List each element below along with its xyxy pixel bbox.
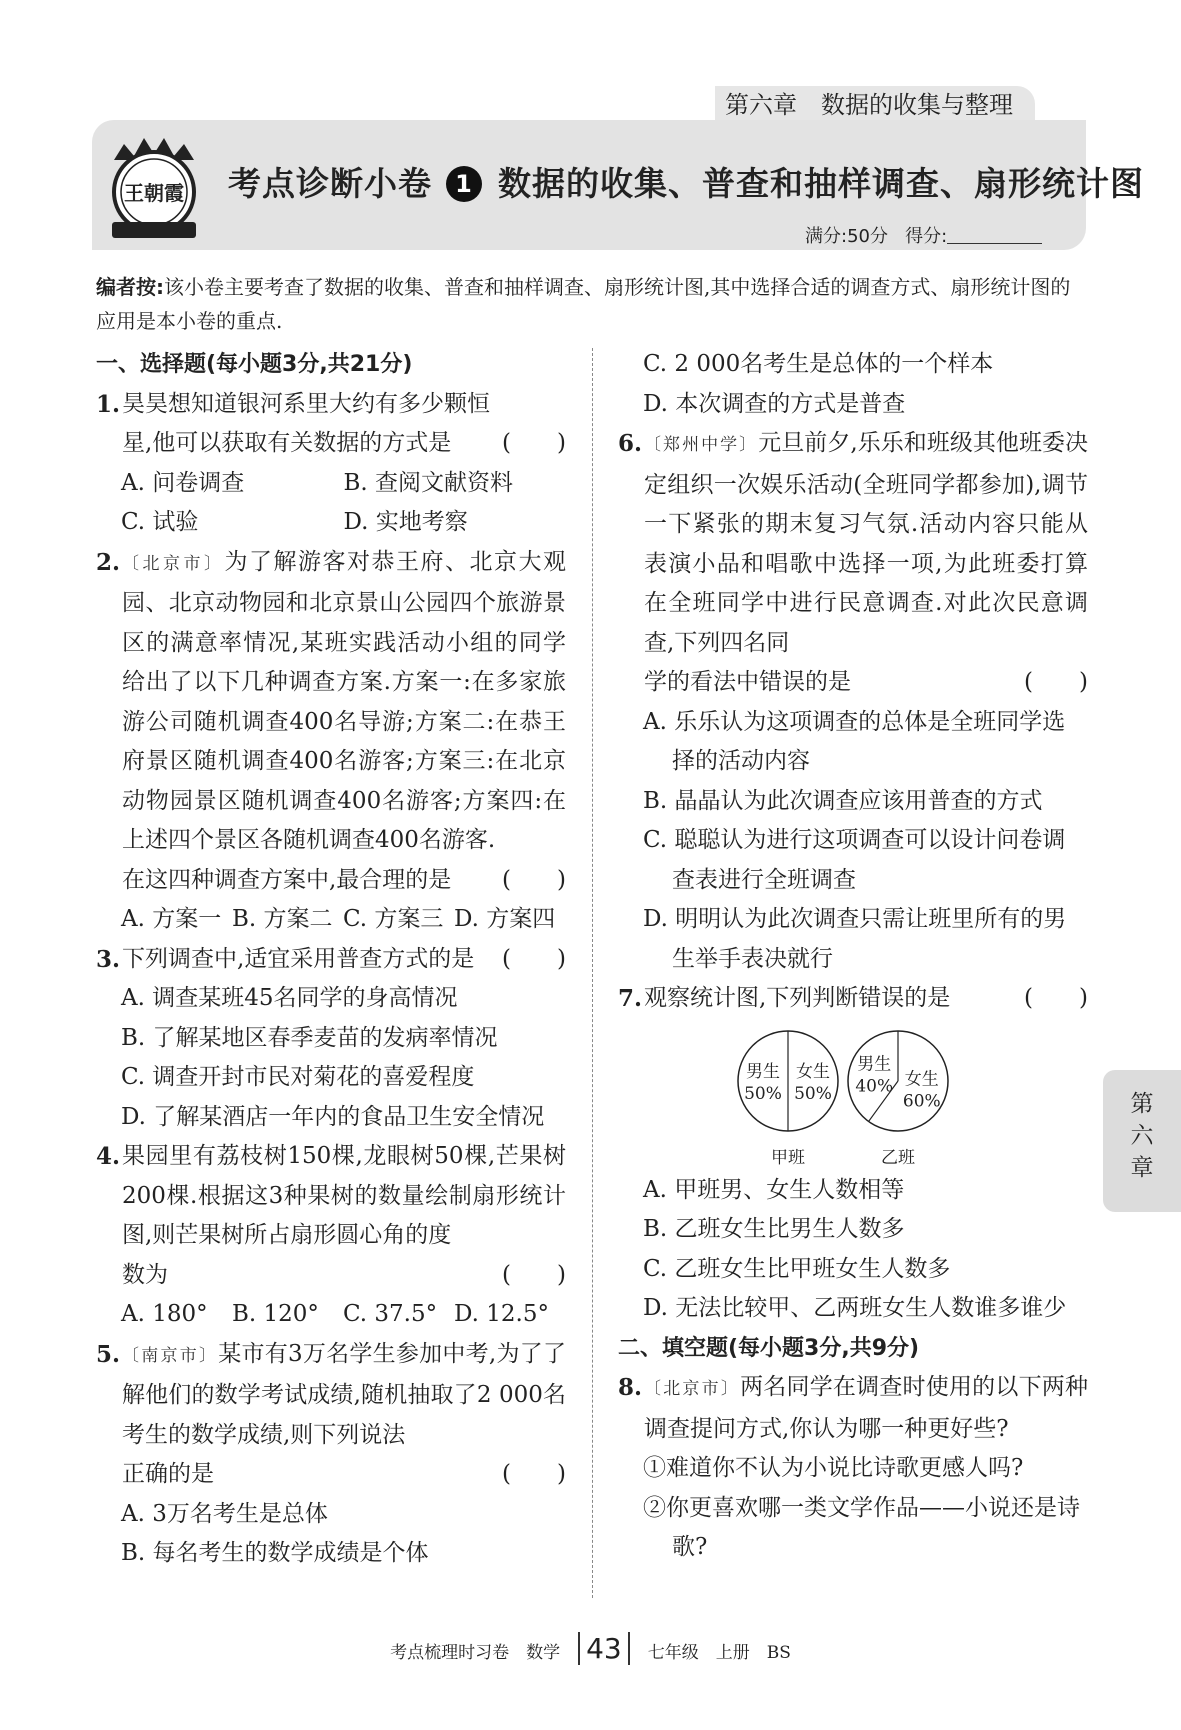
question-2: 2. 〔北京市〕为了解游客对恭王府、北京大观园、北京动物园和北京景山公园四个旅游景区的满意率情况,某班实践活动小组的同学给出了以下几种调查方案.方案一:在多家旅游公司随机调查400名导游;方案二:在恭王府景区随机调查400名游客;方案三:在北京动物园景区随机调查400名游客;方案四:在上述四个景区各随机调查400名游客. 在这四种调查方案中,最合理的是 ( ) [96, 543, 566, 901]
answer-paren[interactable]: ( ) [502, 945, 566, 972]
right-column: C. 2 000名考生是总体的一个样本 D. 本次调查的方式是普查 6. 〔郑州中学〕元旦前夕,乐乐和班级其他班委决定组织一次娱乐活动(全班同学都参加),调节一下紧张的期末复习气氛.活动内容只能从表演小品和唱歌中选择一项,为此班委打算在全班同学中进行民意调查.对此次民意调查,下列四名同 学的看法中错误的是 ( ) A. 乐乐认为这项调查的总体是全班同学选择的活动内容 B. 晶晶认为此次调查应该用普查的方式 C. 聪聪认为进行这项调查可以设计问卷调查表进行全班调查 D. 明明认为此次调查只需让班里所有的男生举手表决就行 7. 观察统计图,下列判断错误的是 ( ) 男生 50% 女生 50% 甲班 男生 40% 女生 60% 乙班 A. 甲班男、女生人数相等 B. 乙班女生比男生人数多 C. 乙班女生比甲班女生人数多 D. 无法比较甲、乙两班女生人数谁多谁少 二、填空题(每小题3分,共9分) 8. 〔北京市〕两名同学在调查时使用的以下两种调查提问方式,你认为哪一种更好些? ①难道你不认为小说比诗歌更感人吗? ②你更喜欢哪一类文学作品——小说还是诗歌? [618, 351, 1089, 1560]
page-number: 43 [578, 1632, 630, 1665]
answer-paren[interactable]: ( ) [502, 866, 566, 893]
question-6: 6. 〔郑州中学〕元旦前夕,乐乐和班级其他班委决定组织一次娱乐活动(全班同学都参加),调节一下紧张的期末复习气氛.活动内容只能从表演小品和唱歌中选择一项,为此班委打算在全班同学中进行民意调查.对此次民意调查,下列四名同 学的看法中错误的是 ( ) [618, 424, 1088, 703]
section-heading-choice: 一、选择题(每小题3分,共21分) [96, 352, 413, 377]
question-5: 5. 〔南京市〕某市有3万名学生参加中考,为了了解他们的数学考试成绩,随机抽取了2 000名考生的数学成绩,则下列说法 正确的是 ( ) [96, 1335, 566, 1495]
question-4: 4. 果园里有荔枝树150棵,龙眼树50棵,芒果树200棵.根据这3种果树的数量绘制扇形统计图,则芒果树所占扇形圆心角的度 数为 ( ) [96, 1137, 566, 1295]
title-number: 1 [446, 166, 482, 202]
pie-1-label-男生: 男生 [746, 1061, 780, 1082]
pie-charts [618, 1019, 1088, 1171]
score-blank[interactable] [947, 227, 1042, 244]
pie-charts-svg [618, 1019, 1088, 1171]
question-1: 1. 昊昊想知道银河系里大约有多少颗恒 星,他可以获取有关数据的方式是 ( ) [96, 385, 566, 464]
paper-title: 考点诊断小卷 1 数据的收集、普查和抽样调查、扇形统计图 [228, 164, 1144, 203]
question-7: 7. 观察统计图,下列判断错误的是 ( ) [618, 979, 1088, 1019]
pie-2-label-男生: 男生 [857, 1053, 892, 1074]
pie-2-label-女生: 女生 [904, 1069, 939, 1090]
left-column: 一、选择题(每小题3分,共21分) 1. 昊昊想知道银河系里大约有多少颗恒 星,他可以获取有关数据的方式是 ( ) A. 问卷调查 B. 查阅文献资料 C. 试验 D. 实地考察 2. 〔北京市〕为了解游客对恭王府、北京大观园、北京动物园和北京景山公园四个旅游景区的满意率情况,某班实践活动小组的同学给出了以下几种调查方案.方案一:在多家旅游公司随机调查400名导游;方案二:在恭王府景区随机调查400名游客;方案三:在北京动物园景区随机调查400名游客;方案四:在上述四个景区各随机调查400名游客. 在这四种调查方案中,最合理的是 ( ) A. 方案一 B. 方案二 C. 方案三 D. 方案四 3. 下列调查中,适宜采用普查方式的是 ( ) A. 调查某班45名同学的身高情况 B. 了解某地区春季麦苗的发病率情况 C. 调查开封市民对菊花的喜爱程度 D. 了解某酒店一年内的食品卫生安全情况 4. 果园里有荔枝树150棵,龙眼树50棵,芒果树200棵.根据这3种果树的数量绘制扇形统计图,则芒果树所占扇形圆心角的度 数为 ( ) A. 180° B. 120° C. 37.5° D. 12.5° 5. 〔南京市〕某市有3万名学生参加中考,为了了解他们的数学考试成绩,随机抽取了2 000名考生的数学成绩,则下列说法 正确的是 ( ) A. 3万名考生是总体 B. 每名考生的数学成绩是个体 [96, 345, 566, 1574]
pie-1-value-男生: 50% [744, 1083, 782, 1104]
answer-paren[interactable]: ( ) [502, 1461, 566, 1487]
pie-1-value-女生: 50% [794, 1083, 832, 1104]
section-heading-fill: 二、填空题(每小题3分,共9分) [618, 1335, 920, 1361]
pie-2-value-女生: 60% [902, 1091, 941, 1112]
seal-text: 王朝霞 [124, 181, 184, 205]
pie-1-label-女生: 女生 [796, 1061, 830, 1082]
answer-paren[interactable]: ( ) [502, 1261, 566, 1288]
question-8: 8. 〔北京市〕两名同学在调查时使用的以下两种调查提问方式,你认为哪一种更好些? [618, 1374, 1089, 1442]
chapter-header: 第六章 数据的收集与整理 [715, 86, 1035, 124]
title-subject: 数据的收集、普查和抽样调查、扇形统计图 [498, 164, 1144, 203]
answer-paren[interactable]: ( ) [502, 430, 566, 456]
column-divider [592, 348, 593, 1598]
editor-note: 编者按:该小卷主要考查了数据的收集、普查和抽样调查、扇形统计图,其中选择合适的调查方式、扇形统计图的应用是本小卷的重点. [96, 275, 1071, 333]
pie-2-title: 乙班 [881, 1147, 915, 1168]
chapter-side-tab: 第六章 [1103, 1070, 1181, 1212]
answer-paren[interactable]: ( ) [1024, 985, 1088, 1011]
publisher-seal [100, 130, 208, 242]
answer-paren[interactable]: ( ) [1024, 669, 1088, 695]
pie-2-value-男生: 40% [855, 1075, 894, 1096]
score-line: 满分:50分 得分: [805, 222, 1042, 248]
question-3: 3. 下列调查中,适宜采用普查方式的是 ( ) [96, 940, 566, 980]
pie-1-title: 甲班 [771, 1147, 805, 1168]
page-footer: 考点梳理时习卷 数学 43 七年级 上册 BS [390, 1632, 791, 1665]
